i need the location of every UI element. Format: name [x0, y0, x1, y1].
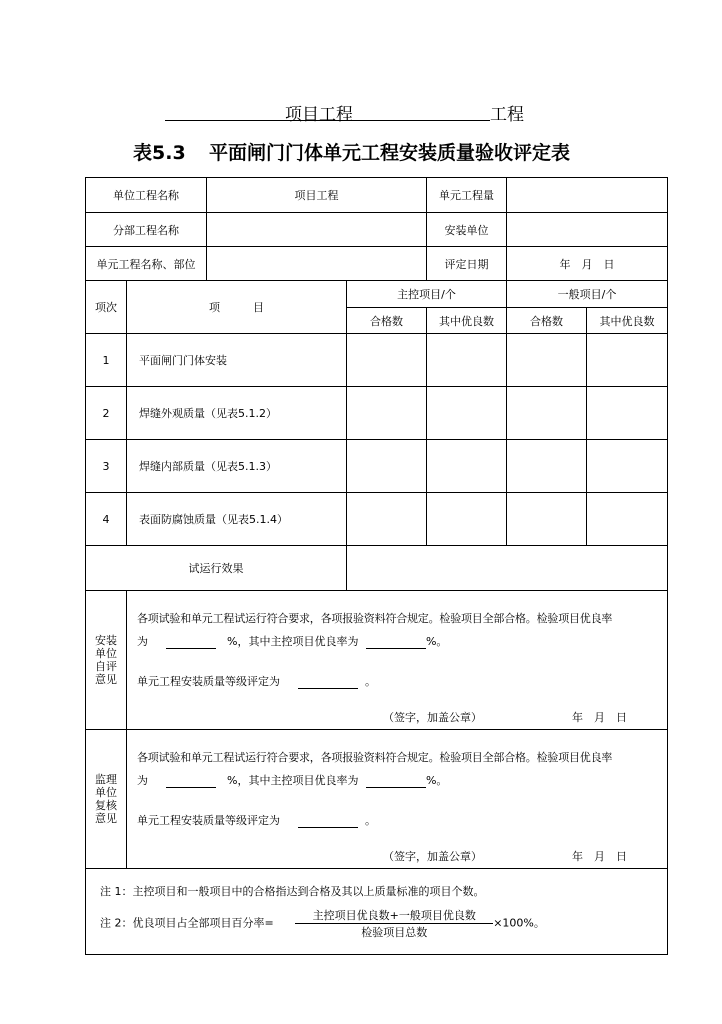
unit-project-label: 单位工程名称	[86, 178, 207, 213]
excellent-rate-field[interactable]	[166, 637, 216, 649]
main-qualified-cell[interactable]	[347, 493, 427, 546]
label-line: 安装	[95, 634, 117, 647]
note-2-suffix: ×100%。	[493, 916, 545, 930]
grade-field[interactable]	[298, 677, 358, 689]
grade-line	[137, 812, 657, 828]
eval-date-value[interactable]: 年 月 日	[507, 247, 668, 281]
grade-text: 单元工程安装质量等级评定为	[137, 814, 280, 827]
table-title-text: 平面闸门门体单元工程安装质量验收评定表	[209, 142, 571, 164]
main-excellent-header: 其中优良数	[427, 308, 507, 334]
general-excellent-cell[interactable]	[587, 440, 668, 493]
supervisor-eval-label	[86, 730, 127, 869]
row-no: 4	[86, 493, 127, 546]
grade-line	[137, 673, 657, 689]
unit-project-value[interactable]: 项目工程	[207, 178, 427, 213]
table-row	[86, 387, 668, 440]
unit-quantity-label: 单元工程量	[427, 178, 507, 213]
row-item-name: 表面防腐蚀质量（见表5.1.4）	[127, 493, 347, 546]
notes	[86, 869, 668, 955]
general-excellent-cell[interactable]	[587, 493, 668, 546]
grade-suffix: 。	[365, 675, 376, 688]
trial-run-value[interactable]	[347, 546, 668, 591]
eval-statement: 各项试验和单元工程试运行符合要求，各项报验资料符合规定。检验项目全部合格。检验项目优良率	[137, 612, 613, 625]
table-row	[86, 440, 668, 493]
sub-project-label: 分部工程名称	[86, 213, 207, 247]
main-qualified-cell[interactable]	[347, 387, 427, 440]
main-rate-text: %，其中主控项目优良率为	[227, 774, 359, 787]
main-rate-text: %，其中主控项目优良率为	[227, 635, 359, 648]
row-no: 3	[86, 440, 127, 493]
label-line: 监理	[95, 773, 117, 786]
eval-rate-line	[137, 633, 657, 649]
col-item-header: 项 目	[127, 281, 347, 334]
note-2	[96, 907, 657, 940]
row-item-name: 焊缝内部质量（见表5.1.3）	[127, 440, 347, 493]
label-line: 意见	[95, 673, 117, 686]
element-name-label: 单元工程名称、部位	[86, 247, 207, 281]
label-line: 复核	[95, 799, 117, 812]
col-no-header: 项次	[86, 281, 127, 334]
excellent-rate-field[interactable]	[166, 776, 216, 788]
signature-text: （签字，加盖公章）	[383, 850, 482, 863]
signature-date: 年 月 日	[572, 850, 627, 863]
row-item-name: 平面闸门门体安装	[127, 334, 347, 387]
main-excellent-cell[interactable]	[427, 387, 507, 440]
main-excellent-cell[interactable]	[427, 334, 507, 387]
general-qualified-cell[interactable]	[507, 387, 587, 440]
signature-date: 年 月 日	[572, 711, 627, 724]
note-1: 注 1：主控项目和一般项目中的合格指达到合格及其以上质量标准的项目个数。	[100, 885, 485, 898]
grade-suffix: 。	[365, 814, 376, 827]
general-items-header: 一般项目/个	[507, 281, 668, 308]
grade-field[interactable]	[298, 816, 358, 828]
element-name-value[interactable]	[207, 247, 427, 281]
note-2-prefix: 注 2：优良项目占全部项目百分率=	[100, 916, 274, 930]
grade-text: 单元工程安装质量等级评定为	[137, 675, 280, 688]
label-line: 自评	[95, 660, 117, 673]
formula-numerator: 主控项目优良数+一般项目优良数	[295, 907, 493, 924]
unit-quantity-value[interactable]	[507, 178, 668, 213]
main-items-header: 主控项目/个	[347, 281, 507, 308]
general-qualified-cell[interactable]	[507, 334, 587, 387]
project-title-line	[0, 98, 722, 128]
label-line: 意见	[95, 812, 117, 825]
row-no: 1	[86, 334, 127, 387]
signature-line	[137, 709, 657, 729]
main-qualified-header: 合格数	[347, 308, 427, 334]
trial-run-label: 试运行效果	[86, 546, 347, 591]
general-qualified-cell[interactable]	[507, 440, 587, 493]
eval-rate-line	[137, 772, 657, 788]
install-unit-eval-content	[127, 591, 668, 730]
signature-text: （签字，加盖公章）	[383, 711, 482, 724]
eval-statement: 各项试验和单元工程试运行符合要求，各项报验资料符合规定。检验项目全部合格。检验项目优良率	[137, 751, 613, 764]
main-excellent-rate-field[interactable]	[366, 637, 426, 649]
main-qualified-cell[interactable]	[347, 440, 427, 493]
row-no: 2	[86, 387, 127, 440]
row-item-name: 焊缝外观质量（见表5.1.2）	[127, 387, 347, 440]
signature-line	[137, 848, 657, 868]
project-suffix: 工程	[490, 105, 524, 125]
formula-denominator: 检验项目总数	[361, 926, 428, 939]
general-excellent-cell[interactable]	[587, 334, 668, 387]
eval-rate-prefix: 为	[137, 774, 148, 787]
general-excellent-cell[interactable]	[587, 387, 668, 440]
main-qualified-cell[interactable]	[347, 334, 427, 387]
install-unit-eval-label	[86, 591, 127, 730]
rate-suffix: %。	[425, 774, 448, 787]
general-qualified-cell[interactable]	[507, 493, 587, 546]
install-unit-value[interactable]	[507, 213, 668, 247]
table-number: 表5.3	[133, 142, 186, 164]
general-excellent-header: 其中优良数	[587, 308, 668, 334]
label-line: 单位	[95, 647, 117, 660]
project-name: 项目工程	[285, 105, 353, 125]
formula-fraction	[295, 907, 493, 940]
supervisor-eval-content	[127, 730, 668, 869]
evaluation-table	[85, 177, 668, 955]
sub-project-value[interactable]	[207, 213, 427, 247]
eval-date-label: 评定日期	[427, 247, 507, 281]
table-row	[86, 334, 668, 387]
main-excellent-cell[interactable]	[427, 493, 507, 546]
general-qualified-header: 合格数	[507, 308, 587, 334]
main-excellent-cell[interactable]	[427, 440, 507, 493]
label-line: 单位	[95, 786, 117, 799]
install-unit-label: 安装单位	[427, 213, 507, 247]
main-excellent-rate-field[interactable]	[366, 776, 426, 788]
table-row	[86, 493, 668, 546]
rate-suffix: %。	[425, 635, 448, 648]
eval-rate-prefix: 为	[137, 635, 148, 648]
